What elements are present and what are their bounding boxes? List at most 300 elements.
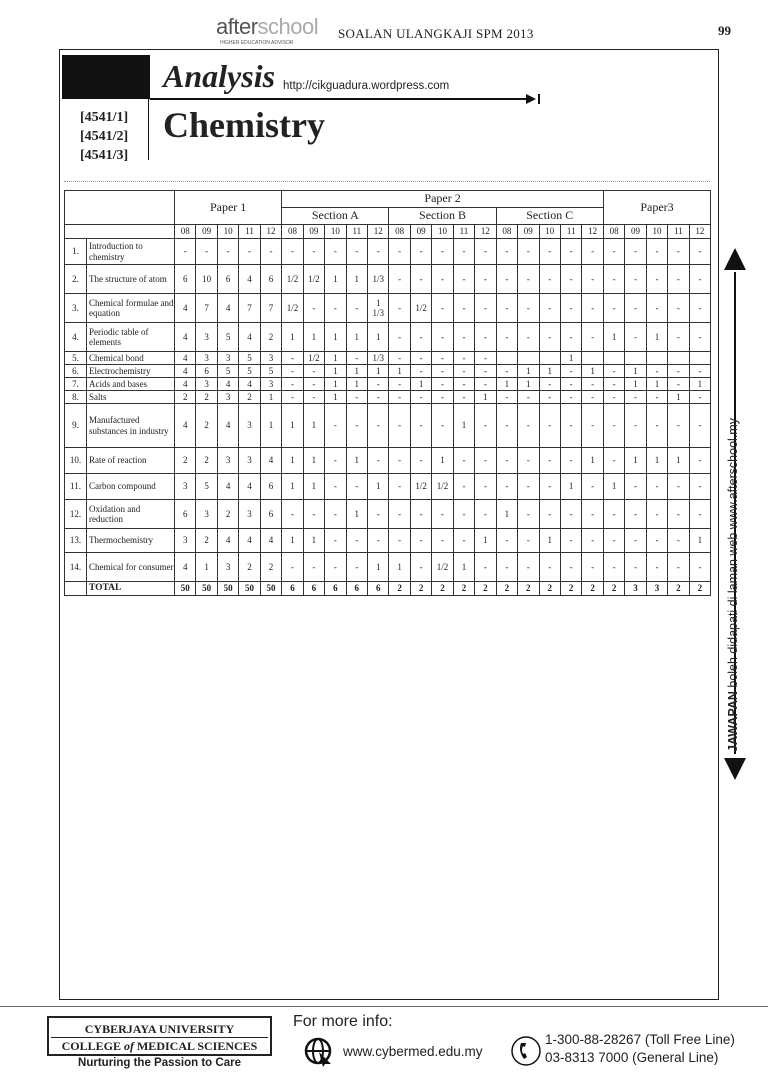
question-count-cell: - bbox=[389, 323, 410, 352]
question-count-cell: - bbox=[625, 391, 646, 404]
question-count-cell: 1/2 bbox=[410, 474, 431, 500]
question-count-cell: - bbox=[539, 378, 560, 391]
question-count-cell: - bbox=[518, 553, 539, 582]
question-count-cell: 3 bbox=[175, 529, 196, 553]
triangle-up-icon bbox=[724, 248, 746, 270]
year-header: 10 bbox=[325, 225, 346, 239]
question-count-cell: - bbox=[603, 500, 624, 529]
question-count-cell: - bbox=[432, 239, 453, 265]
question-count-cell: 6 bbox=[175, 500, 196, 529]
question-count-cell: - bbox=[368, 404, 389, 448]
total-cell: 3 bbox=[625, 582, 646, 596]
question-count-cell: - bbox=[625, 404, 646, 448]
question-count-cell bbox=[539, 352, 560, 365]
question-count-cell: - bbox=[325, 474, 346, 500]
topic-number: 10. bbox=[65, 448, 87, 474]
question-count-cell: 3 bbox=[196, 378, 217, 391]
question-count-cell: 6 bbox=[175, 265, 196, 294]
question-count-cell: 1 bbox=[282, 448, 303, 474]
question-count-cell: - bbox=[346, 239, 367, 265]
question-count-cell: - bbox=[346, 404, 367, 448]
question-count-cell: - bbox=[689, 448, 710, 474]
year-header: 11 bbox=[560, 225, 581, 239]
paper-code: [4541/1] bbox=[80, 110, 129, 125]
question-count-cell: - bbox=[668, 294, 689, 323]
question-count-cell: - bbox=[475, 378, 496, 391]
question-count-cell: - bbox=[518, 474, 539, 500]
topic-number: 14. bbox=[65, 553, 87, 582]
question-count-cell: 4 bbox=[217, 294, 238, 323]
question-count-cell: - bbox=[625, 529, 646, 553]
question-count-cell: - bbox=[217, 239, 238, 265]
total-cell: 3 bbox=[646, 582, 667, 596]
question-count-cell: - bbox=[389, 294, 410, 323]
question-count-cell: 1 bbox=[603, 474, 624, 500]
question-count-cell: - bbox=[389, 500, 410, 529]
question-count-cell: - bbox=[432, 352, 453, 365]
question-count-cell: - bbox=[603, 265, 624, 294]
question-count-cell: 1 bbox=[260, 391, 282, 404]
question-count-cell bbox=[625, 352, 646, 365]
year-header: 08 bbox=[603, 225, 624, 239]
question-count-cell: - bbox=[389, 404, 410, 448]
question-count-cell: 1 bbox=[196, 553, 217, 582]
question-count-cell: - bbox=[560, 265, 581, 294]
paper3-header: Paper3 bbox=[603, 191, 710, 225]
question-count-cell: 1 bbox=[410, 378, 431, 391]
question-count-cell: - bbox=[668, 239, 689, 265]
question-count-cell: - bbox=[646, 529, 667, 553]
question-count-cell: 1 bbox=[346, 265, 367, 294]
question-count-cell: 1 bbox=[325, 378, 346, 391]
subject-title: Chemistry bbox=[163, 105, 325, 145]
question-count-cell: 1/2 bbox=[432, 474, 453, 500]
question-count-cell: - bbox=[475, 294, 496, 323]
question-count-cell: - bbox=[475, 474, 496, 500]
question-count-cell: - bbox=[410, 391, 431, 404]
question-count-cell: - bbox=[539, 553, 560, 582]
total-cell: 2 bbox=[668, 582, 689, 596]
question-count-cell: - bbox=[303, 365, 324, 378]
more-info-label: For more info: bbox=[293, 1013, 393, 1030]
question-count-cell: - bbox=[368, 239, 389, 265]
question-count-cell: - bbox=[432, 294, 453, 323]
total-cell: 2 bbox=[475, 582, 496, 596]
question-count-cell: - bbox=[282, 500, 303, 529]
paper1-header: Paper 1 bbox=[175, 191, 282, 225]
question-count-cell: - bbox=[582, 391, 604, 404]
question-count-cell: 1 bbox=[325, 352, 346, 365]
question-count-cell: 4 bbox=[239, 529, 260, 553]
question-count-cell: 2 bbox=[239, 553, 260, 582]
topic-number: 12. bbox=[65, 500, 87, 529]
source-url: http://cikguadura.wordpress.com bbox=[283, 80, 450, 92]
question-count-cell: - bbox=[453, 239, 474, 265]
topic-number: 1. bbox=[65, 239, 87, 265]
question-count-cell: 1 bbox=[325, 365, 346, 378]
question-count-cell: 4 bbox=[217, 404, 238, 448]
year-header: 11 bbox=[668, 225, 689, 239]
topic-number: 11. bbox=[65, 474, 87, 500]
total-label: TOTAL bbox=[87, 582, 175, 596]
page-header bbox=[0, 10, 768, 50]
question-count-cell: 6 bbox=[217, 265, 238, 294]
question-count-cell: 4 bbox=[175, 553, 196, 582]
question-count-cell: - bbox=[453, 529, 474, 553]
question-count-cell: - bbox=[625, 323, 646, 352]
topic-name: Introduction to chemistry bbox=[87, 239, 175, 265]
question-count-cell: - bbox=[496, 365, 517, 378]
topic-row bbox=[65, 378, 711, 391]
topic-number: 7. bbox=[65, 378, 87, 391]
question-count-cell: - bbox=[346, 294, 367, 323]
topic-name: Electrochemistry bbox=[87, 365, 175, 378]
question-count-cell: - bbox=[303, 553, 324, 582]
question-count-cell: - bbox=[496, 474, 517, 500]
question-count-cell: - bbox=[582, 474, 604, 500]
total-cell: 2 bbox=[560, 582, 581, 596]
question-count-cell: - bbox=[625, 474, 646, 500]
website-link[interactable]: www.cybermed.edu.my bbox=[343, 1044, 483, 1059]
question-count-cell: - bbox=[389, 378, 410, 391]
question-count-cell: - bbox=[346, 553, 367, 582]
question-count-cell bbox=[689, 352, 710, 365]
question-count-cell: - bbox=[325, 529, 346, 553]
question-count-cell: 1 bbox=[560, 352, 581, 365]
question-count-cell: - bbox=[539, 474, 560, 500]
question-count-cell: - bbox=[668, 553, 689, 582]
question-count-cell: - bbox=[689, 404, 710, 448]
question-count-cell: 1 bbox=[668, 391, 689, 404]
question-count-cell: - bbox=[389, 391, 410, 404]
question-count-cell: 3 bbox=[239, 500, 260, 529]
question-count-cell: - bbox=[582, 294, 604, 323]
question-count-cell: - bbox=[518, 239, 539, 265]
question-count-cell: 2 bbox=[217, 500, 238, 529]
total-cell: 2 bbox=[603, 582, 624, 596]
year-header: 12 bbox=[582, 225, 604, 239]
question-count-cell: 1 bbox=[625, 448, 646, 474]
year-header: 12 bbox=[260, 225, 282, 239]
cuc-line1: CYBERJAYA UNIVERSITY bbox=[84, 1022, 235, 1036]
question-count-cell: - bbox=[475, 239, 496, 265]
question-count-cell: - bbox=[646, 500, 667, 529]
year-header: 10 bbox=[646, 225, 667, 239]
cuc-logo bbox=[47, 1016, 272, 1056]
topic-name: Acids and bases bbox=[87, 378, 175, 391]
question-count-cell: 2 bbox=[196, 391, 217, 404]
question-count-cell: 4 bbox=[217, 378, 238, 391]
question-count-cell: 1 bbox=[475, 529, 496, 553]
question-count-cell: 3 bbox=[175, 474, 196, 500]
question-count-cell: - bbox=[432, 404, 453, 448]
question-count-cell: 1 bbox=[325, 391, 346, 404]
question-count-cell: 1 1/3 bbox=[368, 294, 389, 323]
question-count-cell: - bbox=[432, 265, 453, 294]
question-count-cell: - bbox=[539, 294, 560, 323]
question-count-cell: 1 bbox=[303, 448, 324, 474]
question-count-cell: - bbox=[453, 500, 474, 529]
question-count-cell: 1 bbox=[346, 365, 367, 378]
topic-name: Periodic table of elements bbox=[87, 323, 175, 352]
question-count-cell: - bbox=[668, 529, 689, 553]
question-count-cell: 1 bbox=[475, 391, 496, 404]
question-count-cell: 1 bbox=[603, 323, 624, 352]
total-cell: 6 bbox=[282, 582, 303, 596]
total-cell: 2 bbox=[453, 582, 474, 596]
year-header: 08 bbox=[175, 225, 196, 239]
question-count-cell: - bbox=[325, 553, 346, 582]
question-count-cell: - bbox=[646, 474, 667, 500]
question-count-cell: 4 bbox=[239, 323, 260, 352]
question-count-cell: 2 bbox=[260, 553, 282, 582]
question-count-cell: 4 bbox=[260, 448, 282, 474]
year-header: 09 bbox=[518, 225, 539, 239]
question-count-cell: 1 bbox=[303, 529, 324, 553]
arrow-end-bar bbox=[538, 94, 540, 104]
footer-divider bbox=[0, 1006, 768, 1007]
question-count-cell: - bbox=[582, 378, 604, 391]
question-count-cell: - bbox=[389, 265, 410, 294]
topic-row bbox=[65, 294, 711, 323]
topic-number: 3. bbox=[65, 294, 87, 323]
total-cell: 6 bbox=[325, 582, 346, 596]
question-count-cell: - bbox=[518, 265, 539, 294]
question-count-cell: 4 bbox=[260, 529, 282, 553]
question-count-cell: - bbox=[539, 323, 560, 352]
question-count-cell: - bbox=[560, 365, 581, 378]
page-number: 99 bbox=[718, 23, 731, 38]
question-count-cell: - bbox=[325, 239, 346, 265]
question-count-cell: 2 bbox=[196, 448, 217, 474]
question-count-cell: - bbox=[496, 294, 517, 323]
question-count-cell: 1 bbox=[646, 323, 667, 352]
question-count-cell: 1 bbox=[582, 448, 604, 474]
question-count-cell: - bbox=[689, 294, 710, 323]
question-count-cell: - bbox=[368, 529, 389, 553]
question-count-cell: 1 bbox=[368, 365, 389, 378]
year-header: 09 bbox=[410, 225, 431, 239]
question-count-cell: - bbox=[668, 404, 689, 448]
question-count-cell: - bbox=[325, 404, 346, 448]
question-count-cell: - bbox=[668, 474, 689, 500]
question-count-cell: - bbox=[410, 365, 431, 378]
question-count-cell: - bbox=[582, 553, 604, 582]
question-count-cell: 1/2 bbox=[410, 294, 431, 323]
question-count-cell: - bbox=[603, 239, 624, 265]
question-count-cell: - bbox=[689, 323, 710, 352]
topic-row bbox=[65, 500, 711, 529]
total-cell: 2 bbox=[582, 582, 604, 596]
question-count-cell: - bbox=[646, 404, 667, 448]
question-count-cell bbox=[646, 352, 667, 365]
question-count-cell: - bbox=[689, 500, 710, 529]
question-count-cell: - bbox=[432, 378, 453, 391]
analysis-heading: Analysis bbox=[163, 58, 276, 94]
question-count-cell: 4 bbox=[217, 529, 238, 553]
question-count-cell: 1 bbox=[582, 365, 604, 378]
question-count-cell: 3 bbox=[196, 500, 217, 529]
question-count-cell: 2 bbox=[196, 529, 217, 553]
question-count-cell: 3 bbox=[260, 352, 282, 365]
question-count-cell: 6 bbox=[196, 365, 217, 378]
question-count-cell: - bbox=[560, 294, 581, 323]
topic-number: 13. bbox=[65, 529, 87, 553]
question-count-cell: - bbox=[560, 529, 581, 553]
question-count-cell: 4 bbox=[175, 378, 196, 391]
question-count-cell: - bbox=[603, 391, 624, 404]
question-count-cell: 1/2 bbox=[303, 352, 324, 365]
question-count-cell: 1 bbox=[496, 378, 517, 391]
paper2-header: Paper 2 bbox=[282, 191, 604, 208]
question-count-cell: 3 bbox=[196, 323, 217, 352]
question-count-cell: - bbox=[453, 323, 474, 352]
question-count-cell: 1 bbox=[432, 448, 453, 474]
question-count-cell: - bbox=[432, 323, 453, 352]
question-count-cell: - bbox=[410, 239, 431, 265]
question-count-cell: 1 bbox=[539, 365, 560, 378]
question-count-cell: - bbox=[475, 323, 496, 352]
question-count-cell: - bbox=[432, 529, 453, 553]
question-count-cell: - bbox=[475, 448, 496, 474]
question-count-cell: - bbox=[689, 265, 710, 294]
question-count-cell: - bbox=[475, 365, 496, 378]
topic-row bbox=[65, 529, 711, 553]
question-count-cell: - bbox=[410, 352, 431, 365]
title-vertical-line bbox=[148, 88, 149, 160]
title-black-block bbox=[62, 55, 150, 99]
question-count-cell: 1 bbox=[689, 378, 710, 391]
question-count-cell bbox=[582, 352, 604, 365]
question-count-cell: - bbox=[410, 529, 431, 553]
question-count-cell: - bbox=[346, 391, 367, 404]
total-cell: 50 bbox=[217, 582, 238, 596]
question-count-cell: 3 bbox=[239, 448, 260, 474]
question-count-cell: - bbox=[368, 391, 389, 404]
question-count-cell: - bbox=[518, 294, 539, 323]
question-count-cell: - bbox=[282, 365, 303, 378]
question-count-cell: - bbox=[368, 378, 389, 391]
question-count-cell: - bbox=[689, 239, 710, 265]
paper-codes bbox=[80, 108, 128, 165]
question-count-cell: - bbox=[303, 391, 324, 404]
question-count-cell: - bbox=[518, 391, 539, 404]
question-count-cell: - bbox=[368, 500, 389, 529]
topic-row bbox=[65, 404, 711, 448]
question-count-cell: - bbox=[303, 378, 324, 391]
question-count-cell: 5 bbox=[239, 365, 260, 378]
question-count-cell: 1 bbox=[303, 474, 324, 500]
topic-number: 8. bbox=[65, 391, 87, 404]
question-count-cell: 1/2 bbox=[282, 265, 303, 294]
year-header: 12 bbox=[689, 225, 710, 239]
question-count-cell: 2 bbox=[175, 391, 196, 404]
question-count-cell: 4 bbox=[175, 323, 196, 352]
question-count-cell: - bbox=[389, 448, 410, 474]
question-count-cell: 4 bbox=[175, 352, 196, 365]
question-count-cell: - bbox=[603, 404, 624, 448]
question-count-cell: 7 bbox=[196, 294, 217, 323]
question-count-cell: - bbox=[325, 294, 346, 323]
topic-row bbox=[65, 448, 711, 474]
total-cell: 2 bbox=[389, 582, 410, 596]
question-count-cell: - bbox=[453, 294, 474, 323]
question-count-cell: - bbox=[539, 404, 560, 448]
question-count-cell: 1 bbox=[625, 378, 646, 391]
question-count-cell: - bbox=[496, 448, 517, 474]
question-count-cell: 1 bbox=[260, 404, 282, 448]
question-count-cell: 3 bbox=[217, 391, 238, 404]
total-cell: 2 bbox=[410, 582, 431, 596]
question-count-cell: - bbox=[282, 352, 303, 365]
question-count-cell: 1 bbox=[346, 500, 367, 529]
question-count-cell: - bbox=[539, 448, 560, 474]
total-cell: 50 bbox=[239, 582, 260, 596]
topic-number: 9. bbox=[65, 404, 87, 448]
question-count-cell: - bbox=[196, 239, 217, 265]
question-count-cell: - bbox=[453, 391, 474, 404]
arrow-head-icon bbox=[526, 94, 536, 104]
question-count-cell: - bbox=[582, 239, 604, 265]
question-count-cell: - bbox=[603, 378, 624, 391]
question-count-cell: - bbox=[282, 378, 303, 391]
total-cell: 2 bbox=[432, 582, 453, 596]
question-count-cell: 1 bbox=[346, 378, 367, 391]
question-count-cell: - bbox=[432, 391, 453, 404]
question-count-cell: - bbox=[346, 529, 367, 553]
question-count-cell: 1/2 bbox=[282, 294, 303, 323]
topic-name: The structure of atom bbox=[87, 265, 175, 294]
question-count-cell: - bbox=[582, 404, 604, 448]
question-count-cell: - bbox=[560, 378, 581, 391]
question-count-cell: 4 bbox=[239, 265, 260, 294]
question-count-cell: - bbox=[346, 352, 367, 365]
topic-number: 2. bbox=[65, 265, 87, 294]
question-count-cell: - bbox=[646, 239, 667, 265]
question-count-cell: - bbox=[496, 265, 517, 294]
question-count-cell: 1 bbox=[368, 474, 389, 500]
question-count-cell: 1 bbox=[325, 265, 346, 294]
question-count-cell: 4 bbox=[175, 365, 196, 378]
question-count-cell: 7 bbox=[239, 294, 260, 323]
question-count-cell: - bbox=[389, 474, 410, 500]
question-count-cell: - bbox=[239, 239, 260, 265]
afterschool-logo: afterschool bbox=[216, 14, 319, 39]
question-count-cell: 1 bbox=[368, 323, 389, 352]
topic-row bbox=[65, 265, 711, 294]
question-count-cell: 1 bbox=[282, 323, 303, 352]
question-count-cell: - bbox=[668, 365, 689, 378]
question-count-cell: 10 bbox=[196, 265, 217, 294]
question-count-cell: - bbox=[453, 365, 474, 378]
question-count-cell: - bbox=[603, 365, 624, 378]
question-count-cell: 4 bbox=[217, 474, 238, 500]
question-count-cell: - bbox=[325, 500, 346, 529]
question-count-cell: - bbox=[496, 529, 517, 553]
topic-name: Salts bbox=[87, 391, 175, 404]
question-count-cell: - bbox=[646, 391, 667, 404]
question-count-cell: - bbox=[389, 352, 410, 365]
question-count-cell: - bbox=[668, 378, 689, 391]
question-count-cell: 1 bbox=[625, 365, 646, 378]
question-count-cell: - bbox=[603, 553, 624, 582]
sidebar-note: JAWAPAN boleh didapati di laman web www.afterschool.my bbox=[726, 418, 740, 752]
question-count-cell: 1 bbox=[282, 474, 303, 500]
question-count-cell bbox=[496, 352, 517, 365]
phone-icon bbox=[510, 1035, 542, 1067]
question-count-cell: 2 bbox=[175, 448, 196, 474]
year-header: 10 bbox=[539, 225, 560, 239]
